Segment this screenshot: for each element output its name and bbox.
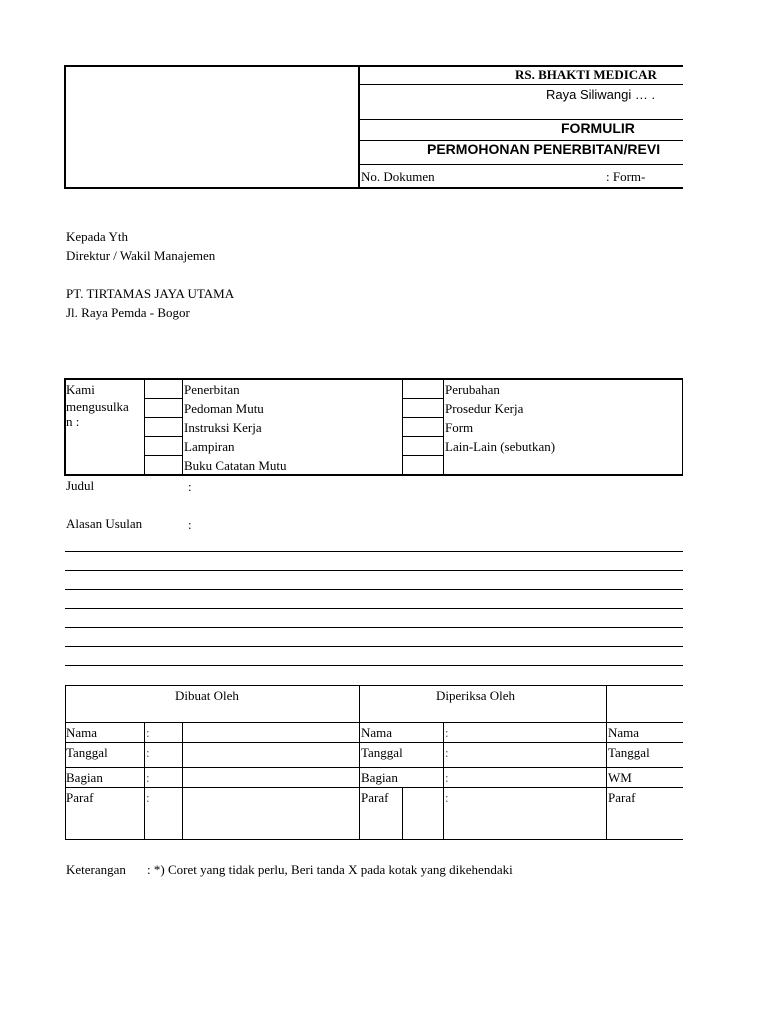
option-pedoman-mutu: Pedoman Mutu [184,401,264,416]
checkbox-lampiran[interactable] [145,437,181,454]
col2-bagian-value[interactable] [452,768,605,786]
col2-tanggal: Tanggal [361,745,403,760]
signature-header-dibuat: Dibuat Oleh [175,688,239,703]
col1-tanggal-value[interactable] [184,743,358,766]
option-penerbitan: Penerbitan [184,382,240,397]
option-prosedur-kerja: Prosedur Kerja [445,401,524,416]
col2-nama: Nama [361,725,393,740]
checkbox-buku-catatan-mutu[interactable] [145,456,181,473]
option-form: Form [445,420,474,435]
col3-paraf: Paraf [608,790,636,805]
col3-nama: Nama [608,725,640,740]
proposal-label-line2: mengusulka [66,399,129,414]
proposal-label-line1: Kami [66,382,95,397]
doc-number-label: No. Dokumen [361,169,435,184]
hospital-address: Raya Siliwangi … . [546,87,656,102]
recipient-address: Jl. Raya Pemda - Bogor [66,305,190,320]
checkbox-perubahan[interactable] [403,380,442,397]
recipient-salutation: Kepada Yth [66,229,128,244]
checkbox-pedoman-mutu[interactable] [145,399,181,416]
col3-tanggal: Tanggal [608,745,650,760]
hospital-name: RS. BHAKTI MEDICAR [515,67,657,82]
checkbox-penerbitan[interactable] [145,380,181,397]
col1-colon-2: : [146,745,150,760]
col1-bagian: Bagian [66,770,103,785]
col1-colon-3: : [146,770,150,785]
judul-label: Judul [66,478,95,493]
checkbox-prosedur-kerja[interactable] [403,399,442,416]
col1-colon-4: : [146,790,150,805]
checkbox-lain-lain[interactable] [403,437,442,454]
col1-colon-1: : [146,725,150,740]
footer-text: : *) Coret yang tidak perlu, Beri tanda X pada kotak yang dikehendaki [147,862,513,877]
col2-nama-value[interactable] [452,723,605,741]
col2-paraf-value[interactable] [444,788,605,838]
col1-paraf: Paraf [66,790,94,805]
recipient-position: Direktur / Wakil Manajemen [66,248,216,263]
col2-tanggal-value[interactable] [452,743,605,766]
footer-label: Keterangan [66,862,126,877]
col2-colon-1: : [445,725,449,740]
doc-number-value: : Form- [606,169,646,184]
option-buku-catatan-mutu: Buku Catatan Mutu [184,458,287,473]
alasan-label: Alasan Usulan [66,516,143,531]
col2-colon-3: : [445,770,449,785]
checkbox-form[interactable] [403,418,442,435]
col1-nama: Nama [66,725,98,740]
form-title: PERMOHONAN PENERBITAN/REVI [427,141,661,157]
col2-bagian: Bagian [361,770,398,785]
option-lampiran: Lampiran [184,439,235,454]
col2-colon-4: : [445,790,449,805]
col3-wm: WM [608,770,632,785]
col1-bagian-value[interactable] [184,768,358,786]
judul-colon: : [188,479,192,494]
col2-colon-2: : [445,745,449,760]
signature-header-diperiksa: Diperiksa Oleh [436,688,516,703]
checkbox-empty[interactable] [403,456,442,473]
checkbox-instruksi-kerja[interactable] [145,418,181,435]
col1-nama-value[interactable] [184,723,358,741]
col2-paraf: Paraf [361,790,389,805]
proposal-label-line3: n : [66,414,80,429]
option-instruksi-kerja: Instruksi Kerja [184,420,262,435]
col1-paraf-value[interactable] [184,788,358,838]
option-perubahan: Perubahan [445,382,500,397]
col1-tanggal: Tanggal [66,745,108,760]
recipient-company: PT. TIRTAMAS JAYA UTAMA [66,286,235,301]
form-type: FORMULIR [561,120,635,136]
alasan-colon: : [188,517,192,532]
option-lain-lain: Lain-Lain (sebutkan) [445,439,556,454]
